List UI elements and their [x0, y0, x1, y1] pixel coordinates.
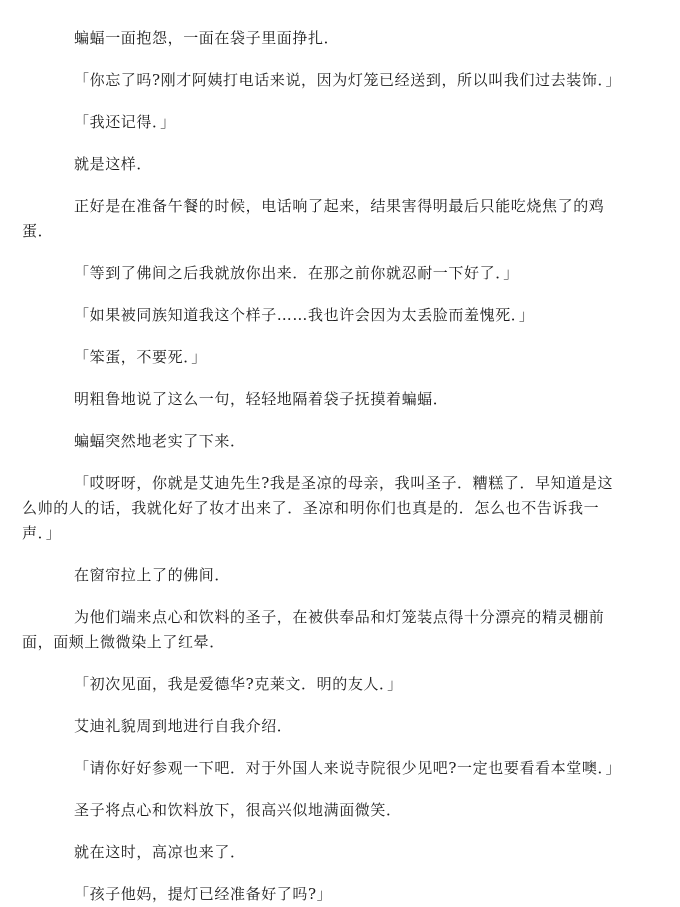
- paragraph-16: 「请你好好参观一下吧．对于外国人来说寺院很少见吧?一定也要看看本堂噢．」: [74, 759, 622, 777]
- paragraph-4: 就是这样．: [74, 155, 153, 173]
- paragraph-7: 「如果被同族知道我这个样子……我也许会因为太丢脸而羞愧死．」: [74, 306, 535, 324]
- paragraph-2: 「你忘了吗?刚才阿姨打电话来说，因为灯笼已经送到，所以叫我们过去装饰．」: [74, 71, 622, 89]
- paragraph-14: 「初次见面，我是爱德华?克莱文．明的友人．」: [74, 675, 403, 693]
- paragraph-10: 蝙蝠突然地老实了下来．: [74, 432, 246, 450]
- paragraph-19: 「孩子他妈，提灯已经准备好了吗?」: [74, 885, 333, 903]
- paragraph-6: 「等到了佛间之后我就放你出来．在那之前你就忍耐一下好了．」: [74, 264, 519, 282]
- paragraph-18: 就在这时，高凉也来了．: [74, 843, 246, 861]
- paragraph-1: 蝙蝠一面抱怨，一面在袋子里面挣扎．: [74, 29, 340, 47]
- paragraph-3: 「我还记得．」: [74, 113, 176, 131]
- paragraph-17: 圣子将点心和饮料放下，很高兴似地满面微笑．: [74, 801, 402, 819]
- paragraph-15: 艾迪礼貌周到地进行自我介绍．: [74, 717, 293, 735]
- paragraph-8: 「笨蛋，不要死．」: [74, 348, 207, 366]
- paragraph-11: 「哎呀呀，你就是艾迪先生?我是圣凉的母亲，我叫圣子．糟糕了．早知道是这么帅的人的话，我就化好了妆才出来了．圣凉和明你们也真是的．怎么也不告诉我一声．」: [22, 474, 614, 542]
- paragraph-13: 为他们端来点心和饮料的圣子，在被供奉品和灯笼装点得十分漂亮的精灵棚前面，面颊上微微染上了红晕．: [22, 608, 605, 651]
- paragraph-5: 正好是在准备午餐的时候，电话响了起来，结果害得明最后只能吃烧焦了的鸡蛋．: [22, 197, 605, 240]
- paragraph-12: 在窗帘拉上了的佛间．: [74, 566, 231, 584]
- paragraph-9: 明粗鲁地说了这么一句，轻轻地隔着袋子抚摸着蝙蝠．: [74, 390, 449, 408]
